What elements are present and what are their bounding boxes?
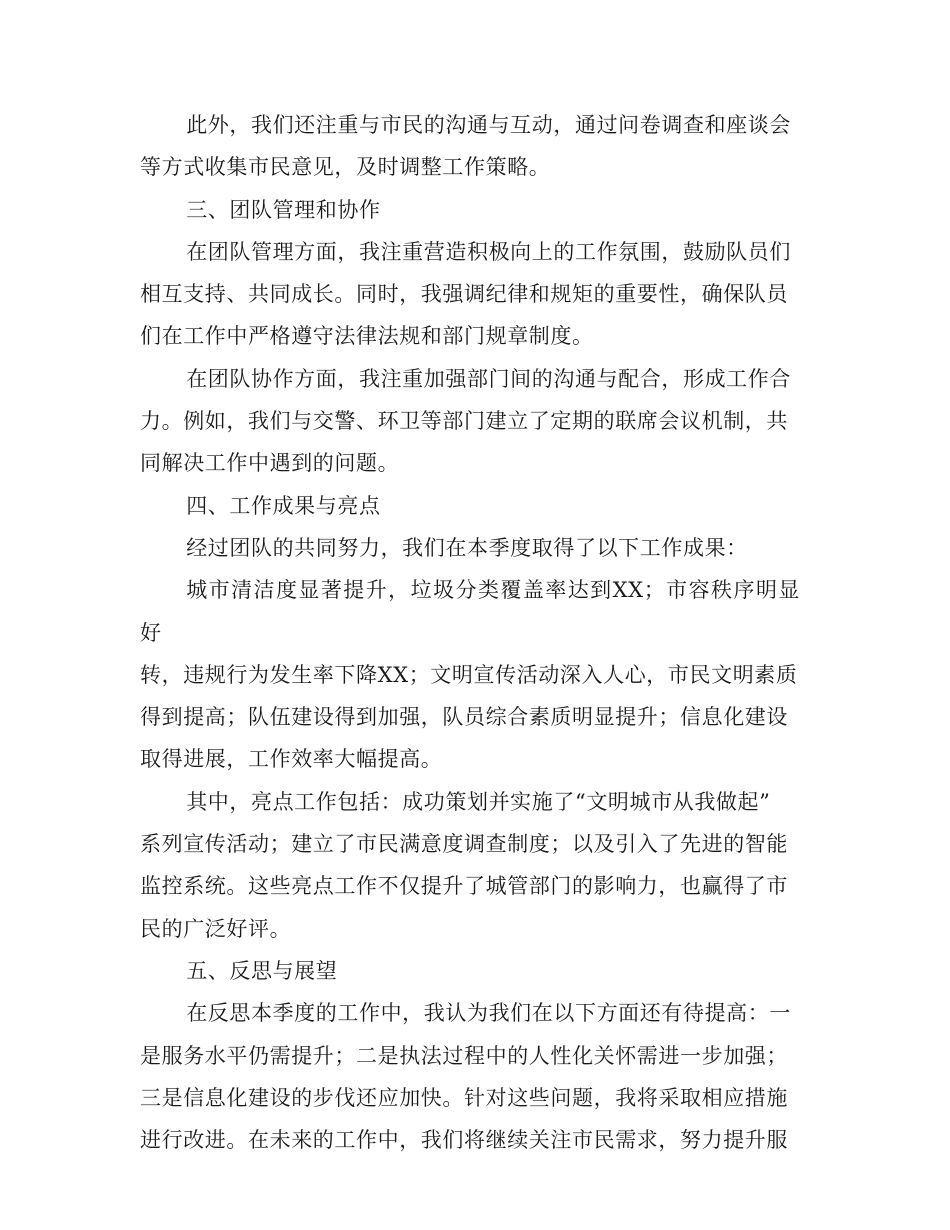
- text-line: 三、团队管理和协作: [186, 197, 381, 222]
- text-line: 是服务水平仍需提升；二是执法过程中的人性化关怀需进一步加强；: [140, 1043, 788, 1068]
- body-paragraph: [140, 992, 800, 1161]
- body-paragraph: [140, 358, 800, 485]
- body-paragraph: [140, 781, 800, 950]
- body-paragraph: [140, 231, 800, 358]
- text-line: 得到提高；队伍建设得到加强，队员综合素质明显提升；信息化建设: [140, 705, 788, 730]
- text-line: 监控系统。这些亮点工作不仅提升了城管部门的影响力，也赢得了市: [140, 874, 788, 899]
- text-line: 转，违规行为发生率下降XX；文明宣传活动深入人心，市民文明素质: [140, 662, 798, 687]
- text-line: 城市清洁度显著提升，垃圾分类覆盖率达到XX；市容秩序明显好: [140, 578, 800, 645]
- body-paragraph: [140, 569, 800, 780]
- text-line: 同解决工作中遇到的问题。: [140, 451, 400, 476]
- text-line: 此外，我们还注重与市民的沟通与互动，通过问卷调查和座谈会: [186, 113, 791, 137]
- text-line: 力。例如，我们与交警、环卫等部门建立了定期的联席会议机制，共: [140, 409, 788, 434]
- text-line: 在反思本季度的工作中，我认为我们在以下方面还有待提高：一: [186, 1001, 791, 1026]
- text-line: 三是信息化建设的步伐还应加快。针对这些问题，我将采取相应措施: [140, 1085, 788, 1110]
- text-line: 在团队管理方面，我注重营造积极向上的工作氛围，鼓励队员们: [186, 239, 791, 264]
- document-body: [140, 104, 800, 1161]
- text-line: 其中，亮点工作包括：成功策划并实施了“文明城市从我做起”: [186, 789, 771, 814]
- section-heading: [140, 950, 800, 992]
- text-line: 经过团队的共同努力，我们在本季度取得了以下工作成果：: [186, 535, 748, 560]
- text-line: 在团队协作方面，我注重加强部门间的沟通与配合，形成工作合: [186, 366, 791, 391]
- text-line: 民的广泛好评。: [140, 916, 292, 941]
- section-heading: [140, 485, 800, 527]
- text-line: 相互支持、共同成长。同时，我强调纪律和规矩的重要性，确保队员: [140, 282, 788, 307]
- body-paragraph: [140, 104, 800, 189]
- text-line: 系列宣传活动；建立了市民满意度调查制度；以及引入了先进的智能: [140, 832, 788, 857]
- body-paragraph: [140, 527, 800, 569]
- text-line: 四、工作成果与亮点: [186, 493, 381, 518]
- text-line: 进行改进。在未来的工作中，我们将继续关注市民需求，努力提升服: [140, 1128, 788, 1153]
- section-heading: [140, 189, 800, 231]
- text-line: 们在工作中严格遵守法律法规和部门规章制度。: [140, 324, 594, 349]
- text-line: 等方式收集市民意见，及时调整工作策略。: [140, 155, 551, 180]
- text-line: 五、反思与展望: [186, 958, 338, 983]
- text-line: 取得进展，工作效率大幅提高。: [140, 747, 443, 772]
